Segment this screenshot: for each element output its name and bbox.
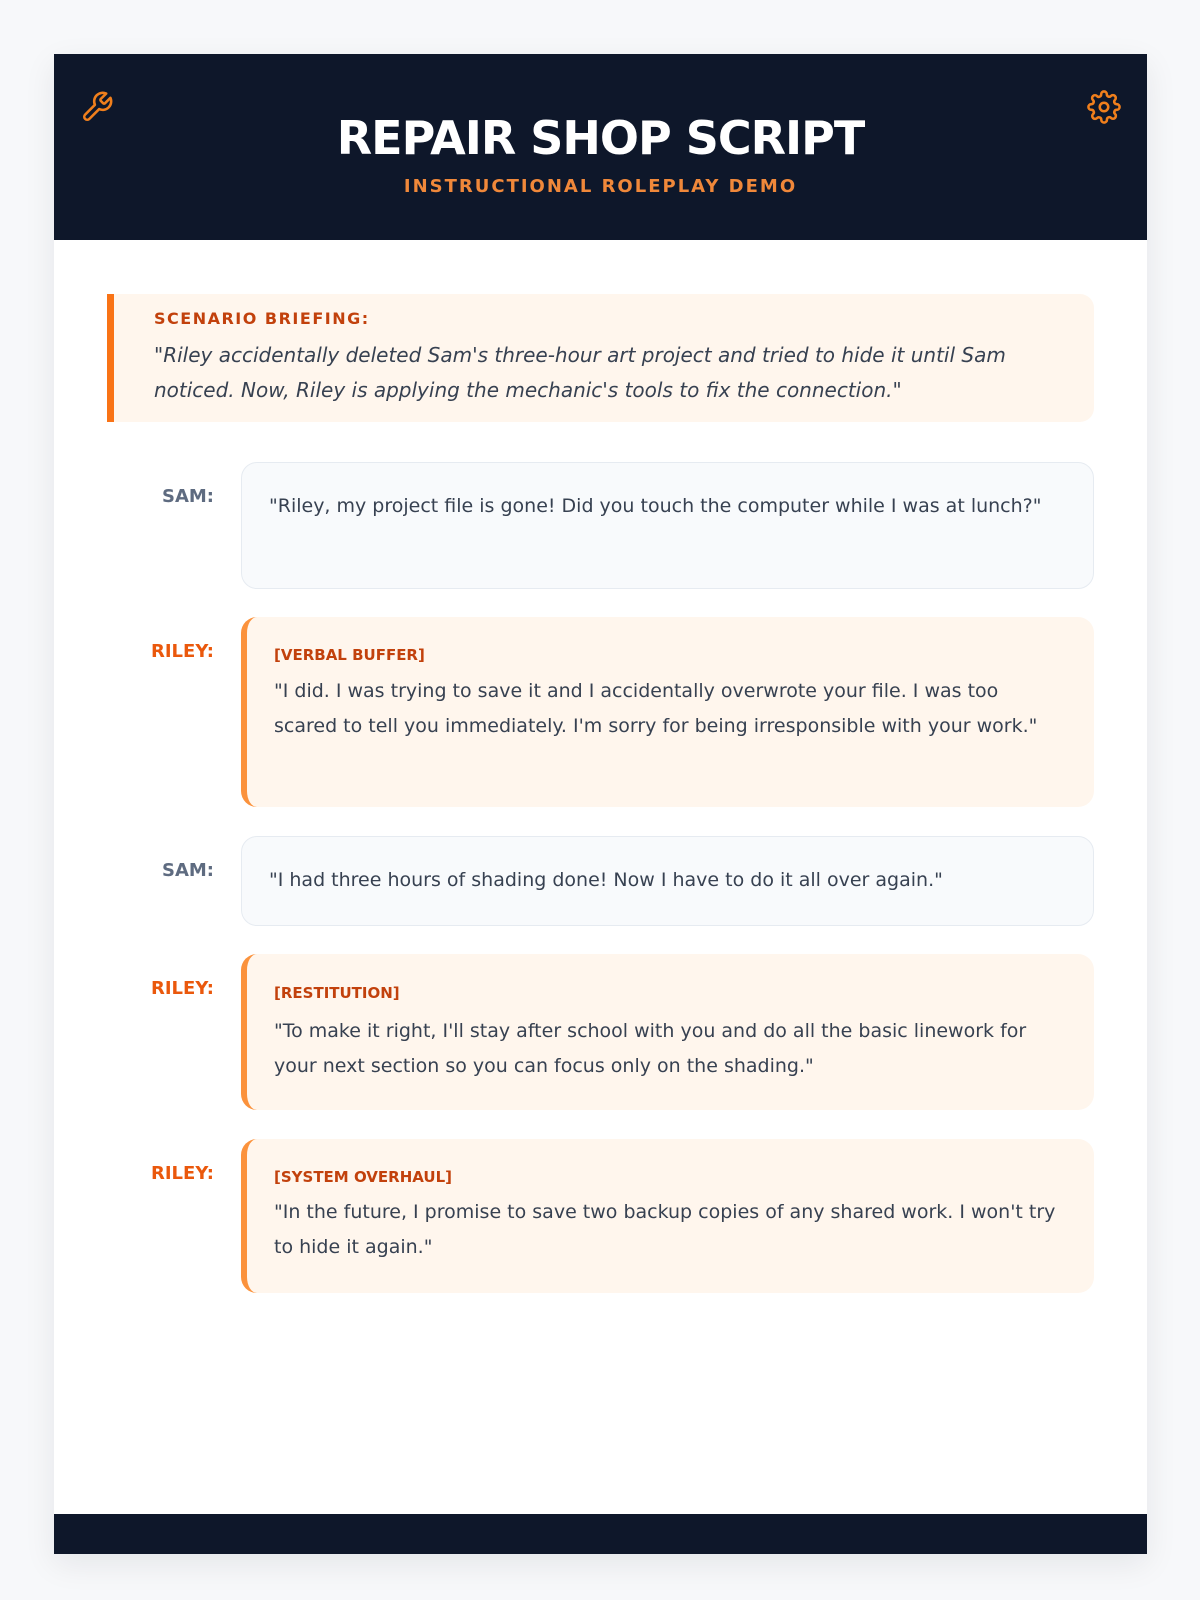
dialogue-bubble-riley [241,954,1094,1110]
dialogue-bubble-riley [241,1139,1094,1293]
script-card [54,54,1147,1554]
dialogue-text: "To make it right, I'll stay after school with you and do all the basic linework for your next section so you can focus only on the shading." [274,1020,1027,1077]
speaker-label: SAM: [161,860,214,881]
dialogue-tag: [SYSTEM OVERHAUL] [274,1168,453,1186]
page-title: REPAIR SHOP SCRIPT [336,111,865,165]
briefing-text: "Riley accidentally deleted Sam's three-hour art project and tried to hide it until Sam noticed. Now, Riley is applying the mechanic's tools to fix the connection." [154,343,1006,402]
briefing-label: SCENARIO BRIEFING: [154,309,370,328]
scenario-briefing [107,294,1094,422]
dialogue-bubble-sam [241,836,1094,926]
page-subtitle: INSTRUCTIONAL ROLEPLAY DEMO [403,176,798,197]
header [54,54,1147,240]
footer-bar [54,1514,1147,1554]
gear-icon[interactable] [1087,90,1121,124]
dialogue-text: "Riley, my project file is gone! Did you touch the computer while I was at lunch?" [269,495,1042,517]
speaker-label: SAM: [161,486,214,507]
speaker-label: RILEY: [151,1163,214,1184]
dialogue-tag: [RESTITUTION] [274,984,400,1002]
dialogue-tag: [VERBAL BUFFER] [274,646,425,664]
speaker-label: RILEY: [151,641,214,662]
dialogue-bubble-sam [241,462,1094,589]
dialogue-text: "In the future, I promise to save two backup copies of any shared work. I won't try to hide it again." [274,1201,1056,1258]
speaker-label: RILEY: [151,978,214,999]
dialogue-text: "I had three hours of shading done! Now I have to do it all over again." [269,869,943,891]
dialogue-text: "I did. I was trying to save it and I accidentally overwrote your file. I was too scared to tell you immediately. I'm sorry for being irresponsible with your work." [274,680,1038,737]
dialogue-bubble-riley [241,617,1094,807]
